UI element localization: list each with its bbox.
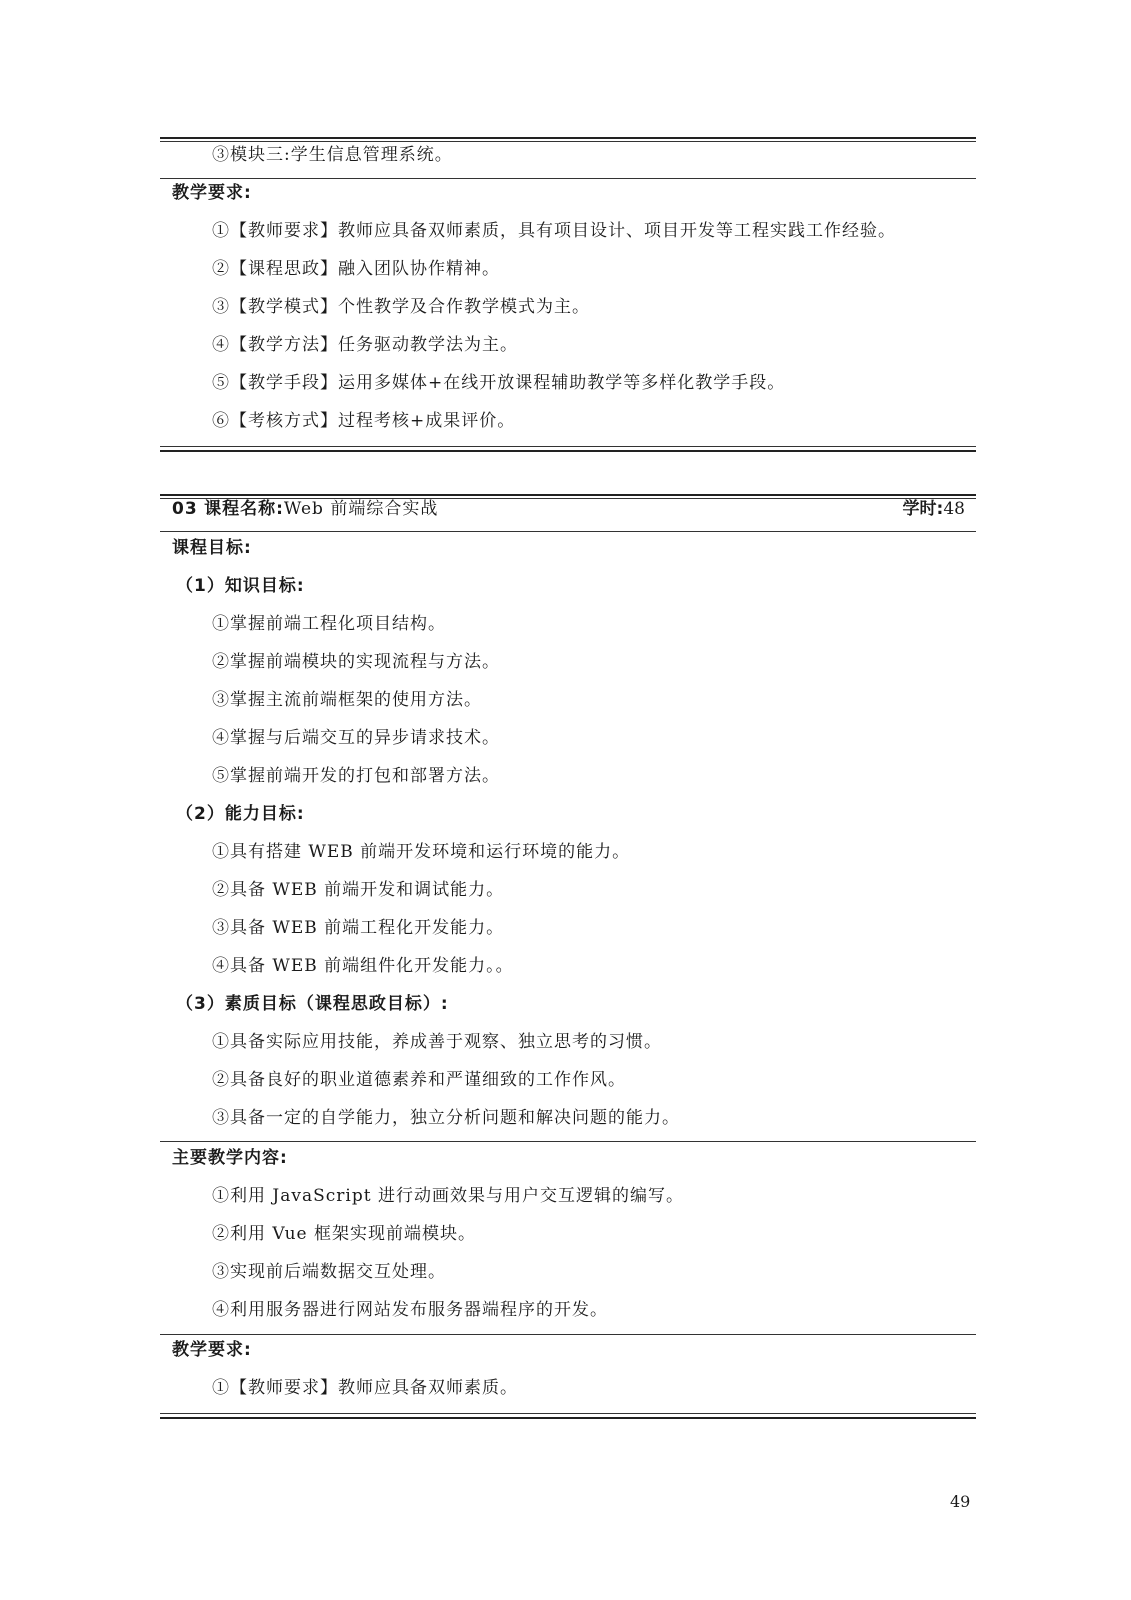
divider [160,531,976,532]
course-top-rule [160,494,976,496]
course-number: 03 [172,499,198,519]
content-item: ③实现前后端数据交互处理。 [212,1262,446,1282]
hours-value: 48 [943,499,965,519]
quality-item: ②具备良好的职业道德素养和严谨细致的工作作风。 [212,1070,626,1090]
ability-heading: （2）能力目标: [176,804,305,824]
requirement-item: ④【教学方法】任务驱动教学法为主。 [212,335,518,355]
quality-item: ③具备一定的自学能力，独立分析问题和解决问题的能力。 [212,1108,680,1128]
knowledge-item: ④掌握与后端交互的异步请求技术。 [212,728,500,748]
ability-item: ①具有搭建 WEB 前端开发环境和运行环境的能力。 [212,842,631,862]
requirement-item: ②【课程思政】融入团队协作精神。 [212,259,500,279]
knowledge-item: ①掌握前端工程化项目结构。 [212,614,446,634]
module-line: ③模块三:学生信息管理系统。 [212,145,453,165]
course-bottom-rule [160,1417,976,1419]
page-number: 49 [950,1492,971,1511]
content-item: ②利用 Vue 框架实现前端模块。 [212,1224,477,1244]
knowledge-item: ⑤掌握前端开发的打包和部署方法。 [212,766,500,786]
teaching-requirements-heading: 教学要求: [172,183,252,203]
objectives-heading: 课程目标: [172,538,252,558]
ability-item: ③具备 WEB 前端工程化开发能力。 [212,918,505,938]
course-title [172,498,438,520]
course-name-label: 课程名称: [204,499,284,519]
bottom-rule-inner [160,446,976,447]
course-hours [903,498,965,520]
divider [160,1141,976,1142]
requirement-item: ①【教师要求】教师应具备双师素质，具有项目设计、项目开发等工程实践工作经验。 [212,221,896,241]
course-bottom-rule-inner [160,1413,976,1414]
requirement-item: ①【教师要求】教师应具备双师素质。 [212,1378,518,1398]
top-rule [160,137,976,139]
ability-item: ②具备 WEB 前端开发和调试能力。 [212,880,505,900]
requirements-heading: 教学要求: [172,1340,252,1360]
divider [160,1334,976,1335]
divider [160,178,976,179]
ability-item: ④具备 WEB 前端组件化开发能力。。 [212,956,514,976]
bottom-rule [160,450,976,452]
quality-item: ①具备实际应用技能，养成善于观察、独立思考的习惯。 [212,1032,662,1052]
hours-label: 学时: [902,499,944,519]
content-item: ①利用 JavaScript 进行动画效果与用户交互逻辑的编写。 [212,1186,684,1206]
content-heading: 主要教学内容: [172,1148,288,1168]
requirement-item: ⑥【考核方式】过程考核+成果评价。 [212,411,516,431]
top-rule-inner [160,141,976,142]
course-name: Web 前端综合实战 [283,499,439,519]
requirement-item: ⑤【教学手段】运用多媒体+在线开放课程辅助教学等多样化教学手段。 [212,373,786,393]
knowledge-item: ②掌握前端模块的实现流程与方法。 [212,652,500,672]
knowledge-heading: （1）知识目标: [176,576,305,596]
knowledge-item: ③掌握主流前端框架的使用方法。 [212,690,482,710]
quality-heading: （3）素质目标（课程思政目标）: [176,994,449,1014]
content-item: ④利用服务器进行网站发布服务器端程序的开发。 [212,1300,608,1320]
requirement-item: ③【教学模式】个性教学及合作教学模式为主。 [212,297,590,317]
